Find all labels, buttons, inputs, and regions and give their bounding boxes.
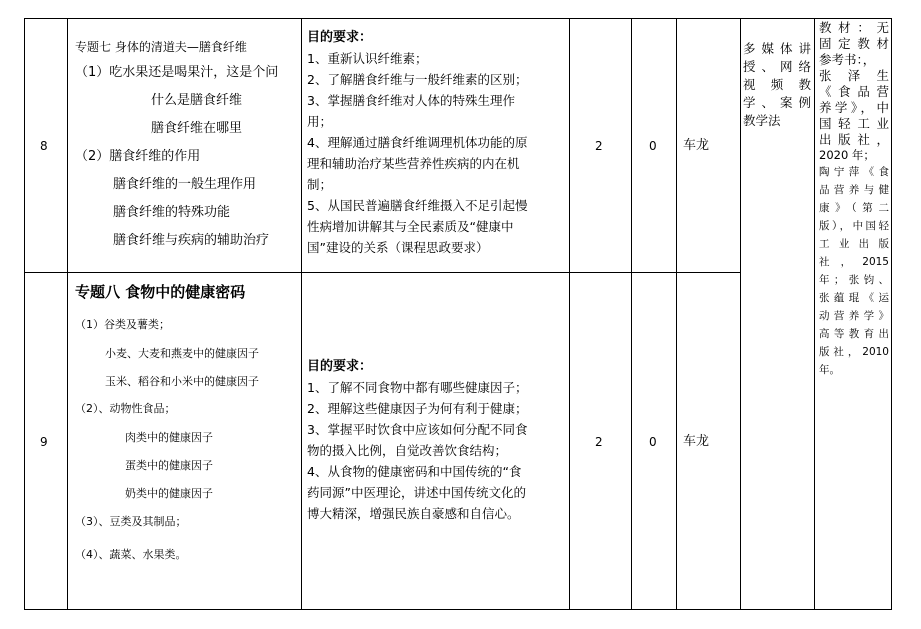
row-number: 9 [40,435,48,449]
topic-line: （2）膳食纤维的作用 [75,149,201,164]
goal-line: 制； [307,177,333,192]
topic-line: （3）、豆类及其制品； [75,515,187,528]
col-border [891,18,892,610]
goal-line: 5、从国民普遍膳食纤维摄入不足引起慢 [307,198,528,213]
topic-line: 膳食纤维的一般生理作用 [113,177,257,192]
goal-line: 国”建设的关系（课程思政要求） [307,240,489,255]
course-table [24,18,892,610]
teacher-name: 车龙 [683,138,710,153]
method-line: 授、网络 [743,59,811,74]
material-line: 张泽生 [819,68,889,83]
teaching-methods-cell [740,18,814,609]
topic-line: 肉类中的健康因子 [125,431,213,444]
goal-line: 2、理解这些健康因子为何有利于健康； [307,401,528,416]
topic-line: 膳食纤维与疾病的辅助治疗 [113,233,270,248]
materials-cell [814,18,891,609]
theory-hours: 2 [595,139,603,153]
material-line: 社，2015 [819,256,889,268]
topic-title: 专题七 身体的清道夫—膳食纤维 [75,40,247,54]
method-line: 多媒体讲 [743,41,811,56]
teaching-methods [743,40,811,130]
method-line: 视频教 [743,77,811,92]
topic-line: （1）谷类及薯类； [75,318,170,331]
goal-line: 物的摄入比例，自觉改善饮食结构； [307,443,508,458]
goals-heading: 目的要求： [307,359,373,374]
materials-text [819,20,889,379]
goal-line: 4、从食物的健康密码和中国传统的“食 [307,464,522,479]
goal-line: 性病增加讲解其与全民素质及“健康中 [307,219,514,234]
teacher-cell [676,272,740,609]
topic-line: 膳食纤维的特殊功能 [113,205,231,220]
material-line: 固定教材 [819,36,889,51]
goal-line: 理和辅助治疗某些营养性疾病的内在机 [307,156,520,171]
topic-line: 什么是膳食纤维 [151,93,243,108]
material-line: 高等教育出 [819,328,889,340]
goal-line: 3、掌握膳食纤维对人体的特殊生理作 [307,93,515,108]
goal-line: 1、了解不同食物中都有哪些健康因子； [307,380,528,395]
practice-hours: 0 [649,435,657,449]
table-row [24,18,67,272]
material-line: 品营养与健 [819,184,889,196]
topic-line: 膳食纤维在哪里 [151,121,243,136]
topic-cell [67,272,301,609]
theory-hours-cell [569,272,631,609]
practice-hours-cell [631,272,676,609]
material-line: 版社，2010 [819,346,889,358]
material-line: 国轻工业 [819,116,889,131]
topic-title: 专题八 食物中的健康密码 [75,283,246,301]
goal-line: 1、重新认识纤维素； [307,51,428,66]
table-bottom-border [24,609,892,610]
material-line: 康》（第二 [819,202,889,214]
topic-line: 小麦、大麦和燕麦中的健康因子 [105,347,259,360]
material-line: 年；张钧、 [819,274,889,286]
material-line: 出版社， [819,132,889,147]
topic-line: 蛋类中的健康因子 [125,459,213,472]
topic-line: 奶类中的健康因子 [125,487,213,500]
goal-line: 4、理解通过膳食纤维调理机体功能的原 [307,135,528,150]
material-line: 养学》，中 [819,100,889,115]
material-line: 工业出版 [819,238,889,250]
goal-line: 药同源”中医理论，讲述中国传统文化的 [307,485,526,500]
material-line: 教材：无 [819,20,889,35]
topic-line: （1）吃水果还是喝果汁，这是个问 [75,65,279,80]
goal-line: 博大精深，增强民族自豪感和自信心。 [307,506,520,521]
material-line: 版），中国轻 [819,220,889,232]
practice-hours-cell [631,18,676,272]
theory-hours: 2 [595,435,603,449]
topic-line: （2）、动物性食品； [75,402,176,415]
topic-line: 玉米、稻谷和小米中的健康因子 [105,375,259,388]
material-line: 张蕴琨《运 [819,292,889,304]
row-number: 8 [40,139,48,153]
method-line: 教学法 [743,113,781,128]
teacher-name: 车龙 [683,434,710,449]
table-row [24,272,67,609]
goal-line: 用； [307,114,333,129]
topic-cell [67,18,301,272]
goal-line: 2、了解膳食纤维与一般纤维素的区别； [307,72,528,87]
goals-cell [301,18,569,272]
goal-line: 3、掌握平时饮食中应该如何分配不同食 [307,422,528,437]
material-line: 参考书：， [819,52,876,67]
material-line: 陶宁萍《食 [819,166,889,178]
practice-hours: 0 [649,139,657,153]
method-line: 学、案例 [743,95,811,110]
goals-cell [301,272,569,609]
material-line: 年。 [819,364,840,376]
teacher-cell [676,18,740,272]
material-line: 《食品营 [819,84,889,99]
material-line: 动营养学》 [819,310,889,322]
theory-hours-cell [569,18,631,272]
topic-line: （4）、蔬菜、水果类。 [75,548,187,561]
goals-heading: 目的要求： [307,30,373,45]
material-line: 2020 年； [819,148,875,162]
